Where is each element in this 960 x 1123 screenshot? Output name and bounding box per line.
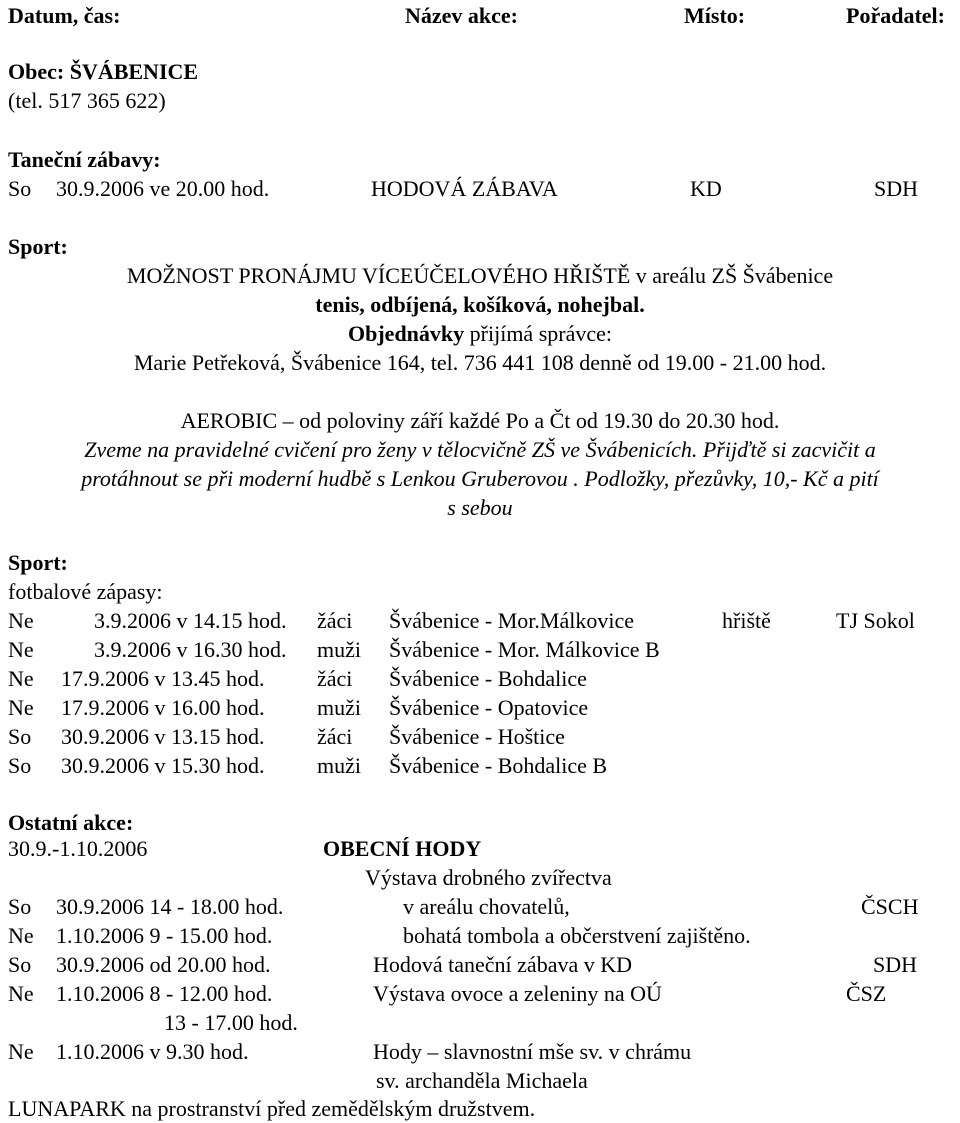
event-datetime: 30.9.2006 od 20.00 hod. xyxy=(56,952,271,977)
event-description: Hodová taneční zábava v KD xyxy=(373,952,633,977)
event-day: So xyxy=(8,952,32,977)
aerobic-line: AEROBIC – od poloviny září každé Po a Čt od 19.30 do 20.30 hod. xyxy=(180,408,780,433)
match-teams: Švábenice - Opatovice xyxy=(389,695,589,720)
match-organizer: TJ Sokol xyxy=(836,608,915,633)
match-day: Ne xyxy=(8,666,34,691)
match-place: hřiště xyxy=(722,608,771,633)
event-description: Výstava ovoce a zeleniny na OÚ xyxy=(373,981,662,1006)
hody-date-range: 30.9.-1.10.2006 xyxy=(8,836,148,861)
match-datetime: 3.9.2006 v 16.30 hod. xyxy=(94,637,287,662)
aerobic-invite-2: protáhnout se při moderní hudbě s Lenkou Gruberovou . Podložky, přezůvky, 10,- Kč a pití xyxy=(81,466,879,491)
event-day: Ne xyxy=(8,981,34,1006)
match-datetime: 30.9.2006 v 13.15 hod. xyxy=(61,724,265,749)
match-datetime: 3.9.2006 v 14.15 hod. xyxy=(94,608,287,633)
match-day: Ne xyxy=(8,608,34,633)
match-team: muži xyxy=(317,695,361,720)
match-teams: Švábenice - Bohdalice xyxy=(389,666,587,691)
header-place: Místo: xyxy=(684,3,746,28)
header-event: Název akce: xyxy=(405,3,519,28)
facility-rental: MOŽNOST PRONÁJMU VÍCEÚČELOVÉHO HŘIŠTĚ v areálu ZŠ Švábenice xyxy=(126,263,834,288)
event-description: v areálu chovatelů, xyxy=(403,894,570,919)
event-day: Ne xyxy=(8,923,34,948)
match-team: muži xyxy=(317,637,361,662)
event-datetime: 30.9.2006 14 - 18.00 hod. xyxy=(56,894,284,919)
event-datetime: 13 - 17.00 hod. xyxy=(164,1010,298,1035)
dances-title: Taneční zábavy: xyxy=(8,147,161,172)
event-day: Ne xyxy=(8,1039,34,1064)
hody-title: OBECNÍ HODY xyxy=(323,836,482,861)
event-day: So xyxy=(8,894,32,919)
orders-text: přijímá správce: xyxy=(464,321,612,346)
dances-datetime: 30.9.2006 ve 20.00 hod. xyxy=(56,176,270,201)
contact-line: Marie Petřeková, Švábenice 164, tel. 736 441 108 denně od 19.00 - 21.00 hod. xyxy=(133,350,827,375)
match-datetime: 17.9.2006 v 16.00 hod. xyxy=(61,695,265,720)
event-description: sv. archanděla Michaela xyxy=(376,1068,588,1093)
aerobic-invite-1: Zveme na pravidelné cvičení pro ženy v tělocvičně ZŠ ve Švábenicích. Přijďtě si zacvičit a xyxy=(84,437,876,462)
sport-title: Sport: xyxy=(8,234,68,259)
match-day: So xyxy=(8,753,32,778)
sport-title-2: Sport: xyxy=(8,550,68,575)
match-datetime: 17.9.2006 v 13.45 hod. xyxy=(61,666,265,691)
match-teams: Švábenice - Mor. Málkovice B xyxy=(389,637,660,662)
header-date: Datum, čas: xyxy=(8,3,121,28)
dances-organizer: SDH xyxy=(874,176,919,201)
match-day: So xyxy=(8,724,32,749)
match-teams: Švábenice - Mor.Málkovice xyxy=(389,608,634,633)
match-teams: Švábenice - Bohdalice B xyxy=(389,753,608,778)
match-team: žáci xyxy=(317,666,353,691)
event-organizer: ČSZ xyxy=(846,981,887,1006)
exhibit-title: Výstava drobného zvířectva xyxy=(365,865,612,890)
other-title: Ostatní akce: xyxy=(8,810,134,835)
dances-day: So xyxy=(8,176,32,201)
football-subtitle: fotbalové zápasy: xyxy=(8,579,163,604)
event-datetime: 1.10.2006 v 9.30 hod. xyxy=(56,1039,249,1064)
event-organizer: SDH xyxy=(873,952,918,977)
event-description: Hody – slavnostní mše sv. v chrámu xyxy=(373,1039,692,1064)
dances-event: HODOVÁ ZÁBAVA xyxy=(371,176,558,201)
match-teams: Švábenice - Hoštice xyxy=(389,724,565,749)
match-day: Ne xyxy=(8,637,34,662)
dances-place: KD xyxy=(690,176,722,201)
lunapark-note: LUNAPARK na prostranství před zemědělským družstvem. xyxy=(8,1096,536,1121)
orders-line xyxy=(0,319,960,348)
orders-label: Objednávky xyxy=(348,321,465,346)
match-team: žáci xyxy=(317,608,353,633)
event-datetime: 1.10.2006 9 - 15.00 hod. xyxy=(56,923,273,948)
match-datetime: 30.9.2006 v 15.30 hod. xyxy=(61,753,265,778)
event-organizer: ČSCH xyxy=(861,894,919,919)
event-description: bohatá tombola a občerstvení zajištěno. xyxy=(403,923,751,948)
aerobic-invite-3: s sebou xyxy=(447,495,513,520)
match-team: žáci xyxy=(317,724,353,749)
match-day: Ne xyxy=(8,695,34,720)
facility-sports: tenis, odbíjená, košíková, nohejbal. xyxy=(315,292,645,317)
header-organizer: Pořadatel: xyxy=(846,3,945,28)
event-datetime: 1.10.2006 8 - 12.00 hod. xyxy=(56,981,273,1006)
match-team: muži xyxy=(317,753,361,778)
municipality-phone: (tel. 517 365 622) xyxy=(8,88,166,113)
municipality-name: Obec: ŠVÁBENICE xyxy=(8,59,199,84)
